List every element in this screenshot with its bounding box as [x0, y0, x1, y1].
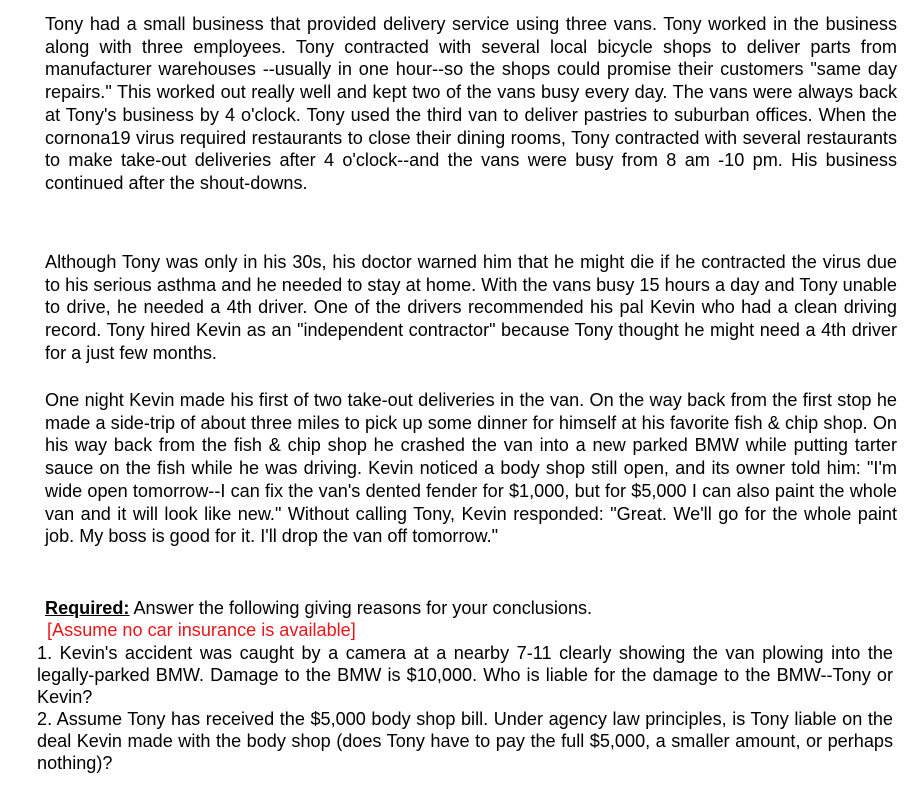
- required-heading: [45, 597, 592, 619]
- question-2: 2. Assume Tony has received the $5,000 body shop bill. Under agency law principles, is Tony liable on the deal Kevin made with the body shop (does Tony have to pay the full $5,000, a smaller amount, or perhaps nothing)?: [37, 709, 893, 773]
- question-1: 1. Kevin's accident was caught by a camera at a nearby 7-11 clearly showing the van plowing into the legally-parked BMW. Damage to the BMW is $10,000. Who is liable for the damage to the BMW--Tony or Kevin?: [37, 643, 893, 707]
- required-label: Required:: [45, 598, 130, 618]
- paragraph-accident: One night Kevin made his first of two take-out deliveries in the van. On the way back from the first stop he made a side-trip of about three miles to pick up some dinner for himself at his favorite fish & chip shop. On his way back from the fish & chip shop he crashed the van into a new parked BMW while putting tarter sauce on the fish while he was driving. Kevin noticed a body shop still open, and its owner told him: "I'm wide open tomorrow--I can fix the van's dented fender for $1,000, but for $5,000 I can also paint the whole van and it will look like new." Without calling Tony, Kevin responded: "Great. We'll go for the whole paint job. My boss is good for it. I'll drop the van off tomorrow.": [45, 390, 897, 547]
- paragraph-hiring-kevin: Although Tony was only in his 30s, his doctor warned him that he might die if he contracted the virus due to his serious asthma and he needed to stay at home. With the vans busy 15 hours a day and Tony unable to drive, he needed a 4th driver. One of the drivers recommended his pal Kevin who had a clean driving record. Tony hired Kevin as an "independent contractor" because Tony thought he might need a 4th driver for a just few months.: [45, 252, 897, 363]
- paragraph-business-background: Tony had a small business that provided delivery service using three vans. Tony worked in the business along with three employees. Tony contracted with several local bicycle shops to deliver parts from manufacturer warehouses --usually in one hour--so the shops could promise their customers "same day repairs." This worked out really well and kept two of the vans busy every day. The vans were always back at Tony's business by 4 o'clock. Tony used the third van to deliver pastries to suburban offices. When the cornona19 virus required restaurants to close their dining rooms, Tony contracted with several restaurants to make take-out deliveries after 4 o'clock--and the vans were busy from 8 am -10 pm. His business continued after the shout-downs.: [45, 14, 897, 193]
- assumption-note: [Assume no car insurance is available]: [47, 620, 356, 640]
- required-instruction: Answer the following giving reasons for your conclusions.: [129, 598, 593, 618]
